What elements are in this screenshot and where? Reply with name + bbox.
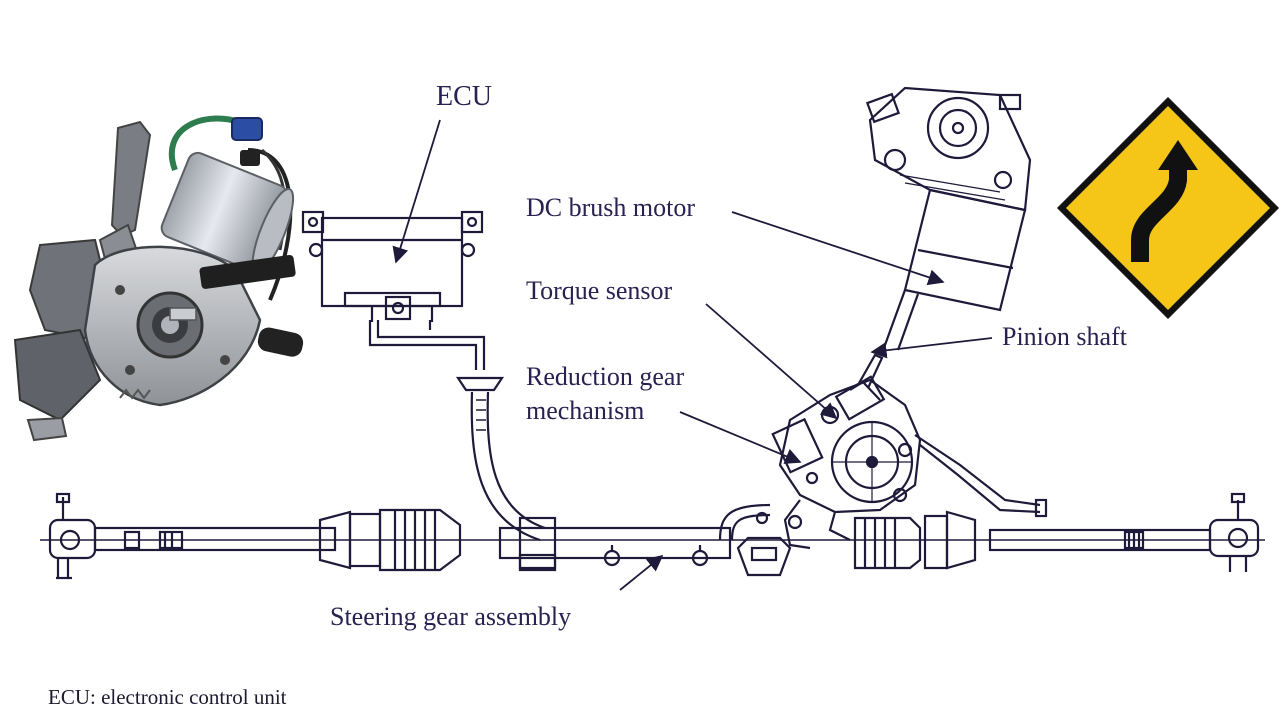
steering-gear-leader-arrow — [620, 556, 662, 590]
reduction-gear-leader-arrow — [680, 412, 800, 462]
pinion-shaft-leader-arrow — [872, 338, 992, 352]
torque-sensor-label: Torque sensor — [526, 276, 673, 305]
steering-gear-assembly-label: Steering gear assembly — [330, 602, 572, 631]
reduction-gear-label-line1: Reduction gear — [526, 362, 685, 391]
ecu-box — [303, 212, 545, 540]
pinion-shaft-label: Pinion shaft — [1002, 322, 1127, 351]
reduction-gear-label — [526, 360, 684, 428]
pinion-gearbox — [757, 88, 1046, 548]
torque-sensor-leader-arrow — [706, 304, 836, 418]
ecu-label: ECU — [436, 81, 492, 112]
dc-brush-motor-label: DC brush motor — [526, 193, 695, 222]
eps-column-photo — [15, 118, 305, 440]
reduction-gear-label-line2: mechanism — [526, 396, 645, 425]
winding-road-warning-sign-icon — [1057, 97, 1279, 319]
dc-motor-leader-arrow — [732, 212, 943, 282]
footnote: ECU: electronic control unit — [48, 685, 287, 709]
steering-rack — [40, 494, 1265, 578]
